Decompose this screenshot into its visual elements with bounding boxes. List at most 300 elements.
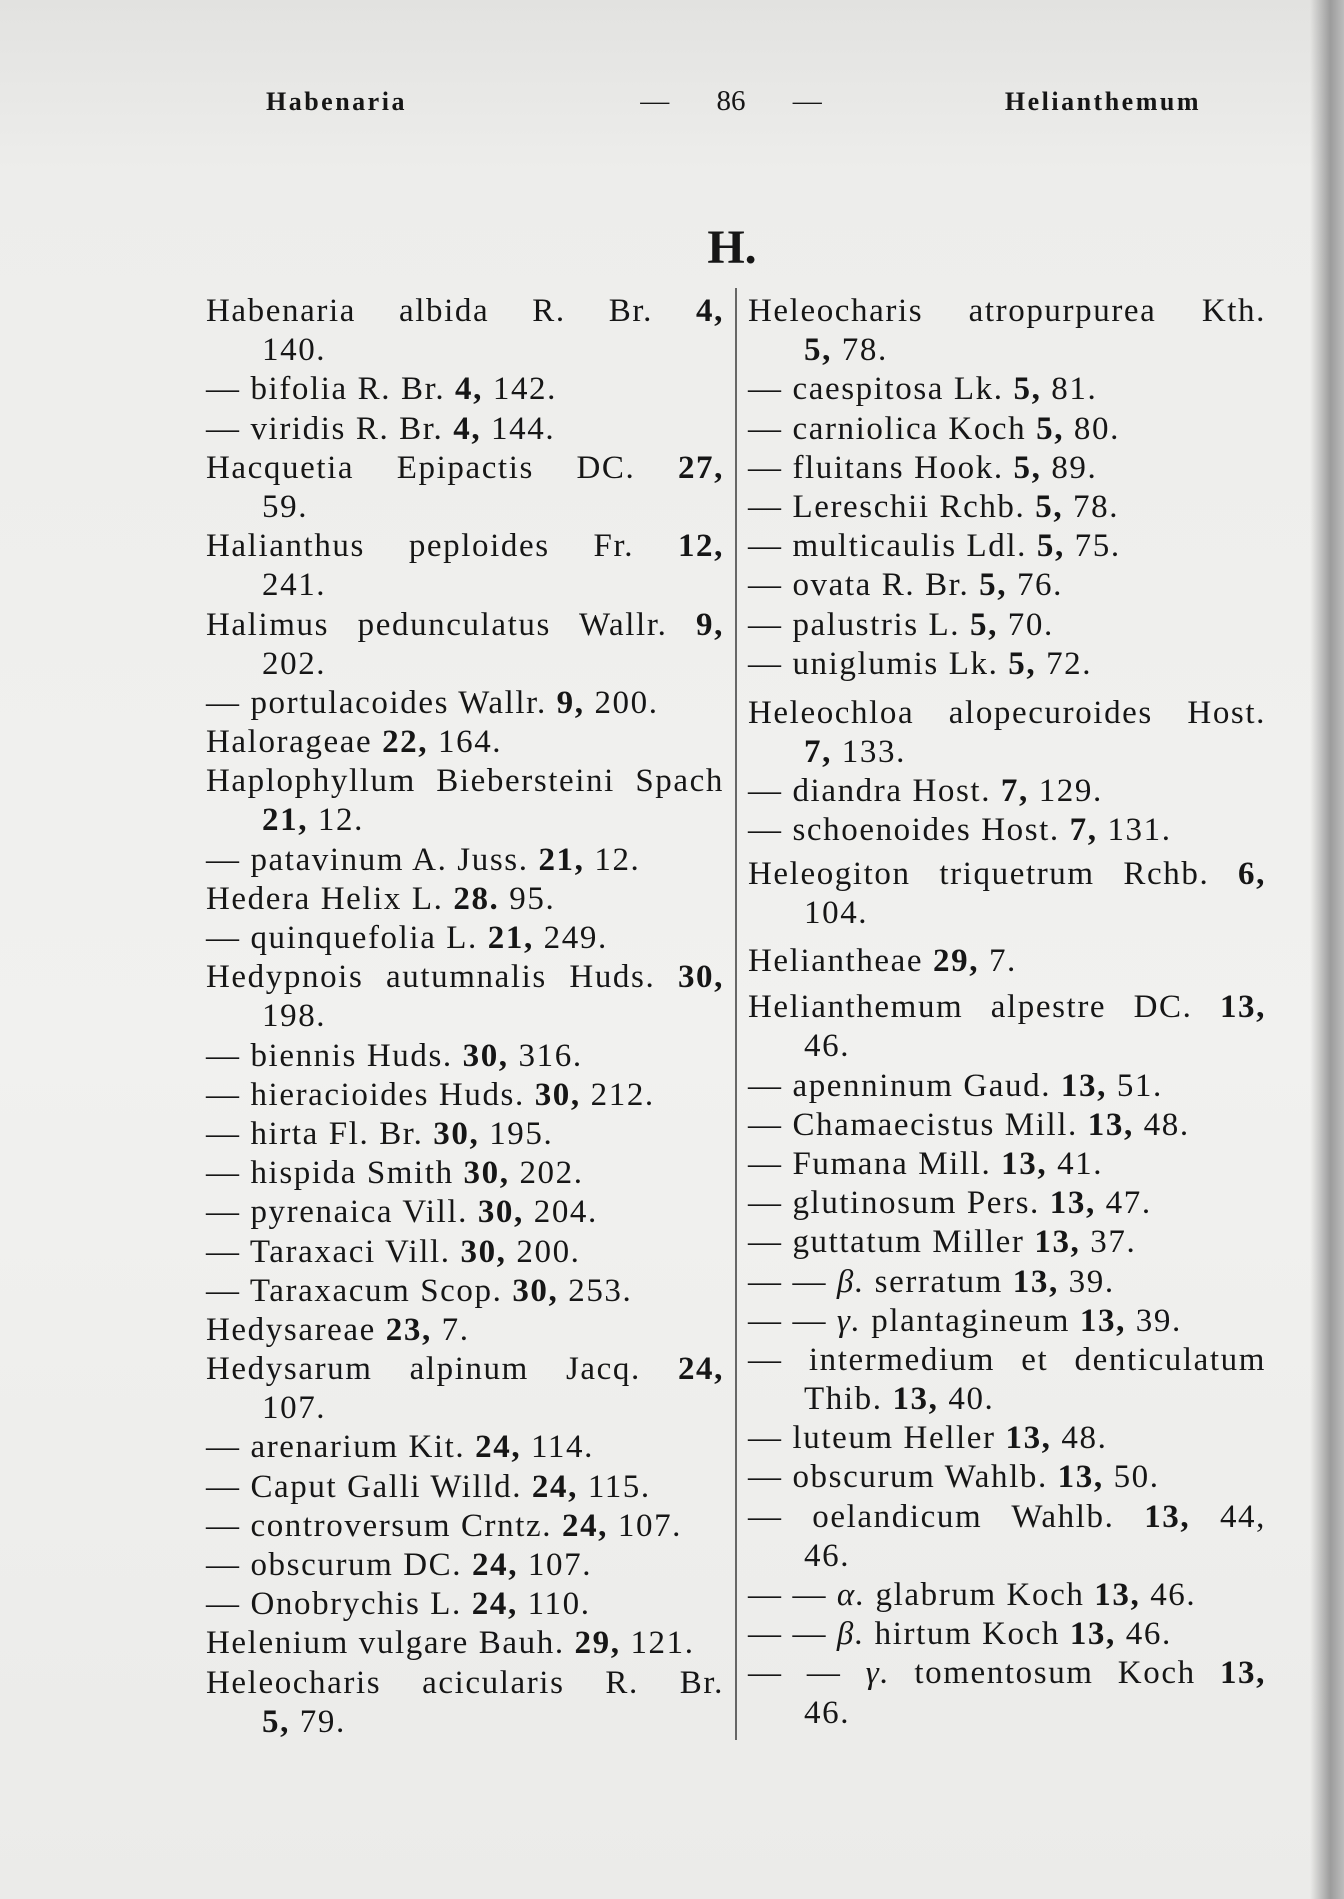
- entry-text: — hirta Fl. Br.: [206, 1115, 434, 1152]
- entry-line: [748, 1184, 1266, 1223]
- volume-number: 13,: [1094, 1577, 1141, 1613]
- entry-text: 110.: [517, 1586, 591, 1623]
- entry-text: — apenninum Gaud.: [748, 1067, 1061, 1104]
- entry-text: — Chamaecistus Mill.: [748, 1106, 1088, 1143]
- index-entry: [748, 1067, 1266, 1106]
- index-entry: [748, 488, 1266, 527]
- entry-line: [206, 1507, 724, 1546]
- entry-text: 70.: [997, 606, 1054, 643]
- index-entry: [748, 449, 1266, 488]
- variety-marker: γ.: [836, 1302, 862, 1339]
- entry-continuation-line: [206, 801, 724, 840]
- entry-text: 75.: [1064, 528, 1121, 565]
- entry-text: — arenarium Kit.: [206, 1429, 476, 1466]
- volume-number: 23,: [385, 1311, 432, 1348]
- entry-text: — schoenoides Host.: [748, 812, 1070, 849]
- volume-number: 5,: [1013, 371, 1042, 408]
- entry-line: [748, 988, 1266, 1027]
- volume-number: 13,: [1005, 1420, 1052, 1457]
- volume-number: 21,: [538, 841, 585, 878]
- entry-text: 107.: [608, 1507, 683, 1544]
- volume-number: 12,: [677, 528, 724, 565]
- entry-text: Heleochloa alopecuroides Host.: [748, 694, 1266, 731]
- index-entry: [748, 370, 1266, 409]
- index-entry: [206, 1585, 724, 1624]
- volume-number: 5,: [1013, 449, 1042, 486]
- index-entry: [748, 811, 1266, 850]
- volume-number: 13,: [1069, 1616, 1116, 1653]
- index-entry: [748, 1223, 1266, 1262]
- index-entry: [748, 942, 1266, 981]
- entry-line: [206, 762, 724, 801]
- entry-line: [748, 811, 1266, 850]
- entry-line: [748, 694, 1266, 733]
- entry-text: — glutinosum Pers.: [748, 1185, 1050, 1222]
- entry-text: 7.: [979, 943, 1017, 979]
- entry-text: — carniolica Koch: [748, 410, 1037, 447]
- entry-text: 79.: [289, 1703, 346, 1740]
- entry-line: [206, 958, 724, 997]
- volume-number: 5,: [804, 332, 832, 369]
- entry-text: 72.: [1036, 645, 1093, 682]
- entry-text: — caespitosa Lk.: [748, 371, 1014, 408]
- entry-line: [748, 1223, 1266, 1262]
- entry-line: [748, 942, 1266, 981]
- variety-marker: β.: [836, 1263, 865, 1300]
- entry-line: [748, 1615, 1266, 1654]
- volume-number: 5,: [262, 1703, 290, 1740]
- volume-number: 29,: [574, 1625, 621, 1662]
- entry-line: [206, 1272, 724, 1311]
- index-entry: [748, 1576, 1266, 1615]
- entry-line: [748, 1263, 1266, 1302]
- entry-text: — fluitans Hook.: [748, 449, 1014, 486]
- entry-text: 39.: [1125, 1302, 1182, 1339]
- entry-line: [748, 1419, 1266, 1458]
- entry-text: — biennis Huds.: [206, 1037, 463, 1074]
- volume-number: 30,: [460, 1233, 507, 1270]
- index-column-left: [206, 292, 724, 1742]
- index-entry: [206, 919, 724, 958]
- index-entry: [748, 645, 1266, 684]
- entry-text: Heliantheae: [748, 943, 934, 979]
- volume-number: 13,: [1087, 1106, 1134, 1143]
- entry-text: 51.: [1106, 1067, 1163, 1104]
- volume-number: 30,: [462, 1037, 509, 1074]
- index-entry: [206, 527, 724, 605]
- variety-marker: γ.: [865, 1655, 891, 1692]
- entry-line: [748, 1654, 1266, 1693]
- entry-text: 202.: [509, 1155, 584, 1192]
- volume-number: 21,: [487, 920, 534, 956]
- index-entry: [206, 1193, 724, 1232]
- index-entry: [748, 410, 1266, 449]
- entry-text: 202.: [262, 645, 327, 682]
- entry-text: 46.: [804, 1028, 851, 1065]
- volume-number: 30,: [512, 1272, 559, 1309]
- entry-text: 142.: [483, 371, 557, 408]
- entry-continuation-line: [206, 997, 724, 1036]
- index-entry: [206, 723, 724, 762]
- volume-number: 7,: [1069, 812, 1098, 849]
- entry-text: tomentosum Koch: [890, 1655, 1220, 1692]
- entry-text: 241.: [262, 567, 327, 604]
- entry-text: Heleocharis acicularis R. Br.: [206, 1664, 724, 1701]
- entry-line: [206, 841, 724, 880]
- entry-text: 316.: [508, 1037, 583, 1074]
- entry-text: 195.: [479, 1115, 554, 1152]
- entry-line: [206, 1624, 724, 1663]
- entry-text: — —: [748, 1577, 837, 1613]
- entry-text: 140.: [262, 332, 327, 369]
- entry-text: 47.: [1095, 1185, 1152, 1222]
- entry-text: 104.: [804, 894, 869, 931]
- index-entry: [206, 410, 724, 449]
- volume-number: 5,: [1008, 645, 1037, 682]
- volume-number: 13,: [1144, 1498, 1191, 1535]
- entry-text: Hedysareae: [206, 1311, 386, 1348]
- index-entry: [206, 684, 724, 723]
- volume-number: 13,: [1034, 1224, 1081, 1261]
- entry-text: 198.: [262, 998, 327, 1035]
- index-entry: [206, 1154, 724, 1193]
- entry-line: [206, 1350, 724, 1389]
- column-divider: [735, 288, 737, 1740]
- running-head-right: Helianthemum: [1004, 87, 1201, 116]
- entry-line: [206, 292, 724, 331]
- entry-text: 37.: [1080, 1224, 1137, 1261]
- entry-text: — bifolia R. Br.: [206, 371, 456, 408]
- entry-text: Hedera Helix L.: [206, 880, 454, 917]
- index-entry: [206, 1664, 724, 1742]
- volume-number: 9,: [696, 606, 724, 643]
- entry-line: [748, 1458, 1266, 1497]
- entry-line: [206, 1664, 724, 1703]
- volume-number: 13,: [1012, 1263, 1059, 1300]
- entry-text: 204.: [523, 1194, 598, 1231]
- entry-line: [748, 449, 1266, 488]
- entry-text: 200.: [584, 684, 659, 721]
- entry-text: 95.: [499, 880, 556, 917]
- index-entry: [206, 958, 724, 1036]
- entry-text: 80.: [1064, 410, 1120, 447]
- entry-text: — portulacoides Wallr.: [206, 684, 557, 721]
- entry-continuation-line: [748, 1380, 1266, 1419]
- entry-text: plantagineum: [861, 1302, 1080, 1339]
- index-entry: [748, 292, 1266, 370]
- index-entry: [748, 1106, 1266, 1145]
- entry-text: — viridis R. Br.: [206, 410, 454, 447]
- index-entry: [206, 841, 724, 880]
- index-entry: [206, 1076, 724, 1115]
- entry-text: serratum: [864, 1263, 1013, 1300]
- volume-number: 5,: [1036, 528, 1065, 565]
- volume-number: 5,: [979, 567, 1008, 604]
- entry-text: Heleocharis atropurpurea Kth.: [748, 293, 1266, 329]
- volume-number: 13,: [1219, 1655, 1266, 1692]
- index-entry: [206, 1507, 724, 1546]
- entry-line: [206, 1585, 724, 1624]
- entry-line: [748, 1145, 1266, 1184]
- entry-text: Hacquetia Epipactis DC.: [206, 449, 678, 486]
- volume-number: 30,: [433, 1115, 480, 1152]
- entry-text: 78.: [1063, 488, 1120, 525]
- index-entry: [748, 988, 1266, 1066]
- entry-line: [748, 1498, 1266, 1537]
- entry-text: 121.: [620, 1625, 695, 1662]
- volume-number: 21,: [262, 802, 309, 839]
- entry-text: 133.: [831, 734, 906, 771]
- index-entry: [748, 1419, 1266, 1458]
- volume-number: 30,: [534, 1076, 581, 1113]
- volume-number: 13,: [1057, 1459, 1104, 1496]
- entry-line: [748, 488, 1266, 527]
- index-entry: [748, 1654, 1266, 1732]
- entry-line: [748, 606, 1266, 645]
- entry-text: 12.: [584, 841, 641, 878]
- index-entry: [206, 449, 724, 527]
- volume-number: 24,: [472, 1547, 519, 1583]
- index-entry: [206, 880, 724, 919]
- entry-line: [206, 684, 724, 723]
- index-entry: [748, 1263, 1266, 1302]
- entry-line: [748, 1302, 1266, 1341]
- entry-line: [206, 1233, 724, 1272]
- entry-text: 249.: [533, 920, 608, 956]
- entry-continuation-line: [748, 1027, 1266, 1066]
- entry-text: 212.: [580, 1076, 655, 1113]
- index-entry: [206, 1468, 724, 1507]
- volume-number: 7,: [1000, 773, 1029, 810]
- index-entry: [748, 1615, 1266, 1654]
- index-column-right: [748, 292, 1266, 1733]
- variety-marker: β.: [836, 1616, 865, 1653]
- running-head-left: Habenaria: [266, 87, 407, 116]
- entry-text: 46.: [1140, 1577, 1197, 1613]
- entry-line: [748, 1067, 1266, 1106]
- entry-line: [206, 1311, 724, 1350]
- entry-line: [748, 410, 1266, 449]
- entry-continuation-line: [206, 331, 724, 370]
- entry-line: [206, 919, 724, 958]
- index-entry: [748, 855, 1266, 933]
- entry-text: — Caput Galli Willd.: [206, 1468, 532, 1505]
- entry-text: — obscurum Wahlb.: [748, 1459, 1058, 1496]
- volume-number: 7,: [804, 734, 832, 771]
- index-entry: [206, 1037, 724, 1076]
- volume-number: 24,: [677, 1351, 724, 1388]
- entry-continuation-line: [206, 1703, 724, 1742]
- entry-line: [206, 1154, 724, 1193]
- index-entry: [206, 292, 724, 370]
- page-edge-shadow: [1310, 0, 1344, 1899]
- entry-text: — uniglumis Lk.: [748, 645, 1009, 682]
- index-entry: [206, 606, 724, 684]
- entry-text: — diandra Host.: [748, 773, 1001, 810]
- entry-text: 200.: [506, 1233, 581, 1270]
- entry-text: hirtum Koch: [864, 1616, 1070, 1653]
- index-entry: [748, 1145, 1266, 1184]
- entry-text: — controversum Crntz.: [206, 1507, 562, 1544]
- volume-number: 13,: [892, 1381, 939, 1418]
- entry-text: Habenaria albida R. Br.: [206, 293, 697, 329]
- volume-number: 4,: [455, 371, 483, 408]
- entry-text: — quinquefolia L.: [206, 920, 488, 956]
- entry-text: — palustris L.: [748, 606, 970, 643]
- volume-number: 24,: [471, 1586, 518, 1623]
- entry-text: 253.: [558, 1272, 633, 1309]
- entry-text: — obscurum DC.: [206, 1547, 472, 1583]
- entry-text: 50.: [1103, 1459, 1160, 1496]
- entry-line: [206, 606, 724, 645]
- index-entry: [206, 1350, 724, 1428]
- volume-number: 30,: [677, 959, 724, 996]
- entry-text: Helianthemum alpestre DC.: [748, 989, 1220, 1026]
- entry-line: [206, 723, 724, 762]
- entry-text: — hispida Smith: [206, 1155, 464, 1192]
- entry-text: 107.: [262, 1390, 327, 1427]
- entry-text: — guttatum Miller: [748, 1224, 1035, 1261]
- entry-text: glabrum Koch: [865, 1577, 1095, 1613]
- volume-number: 27,: [677, 449, 724, 486]
- entry-line: [748, 1576, 1266, 1615]
- entry-text: Haplophyllum Biebersteini Spach: [206, 763, 724, 800]
- entry-text: 46.: [804, 1694, 851, 1731]
- entry-text: — Lereschii Rchb.: [748, 488, 1036, 525]
- entry-text: — —: [748, 1655, 866, 1692]
- variety-marker: α.: [836, 1577, 866, 1613]
- entry-continuation-line: [206, 1389, 724, 1428]
- entry-text: 59.: [262, 488, 309, 525]
- index-entry: [206, 1115, 724, 1154]
- entry-line: [206, 1468, 724, 1507]
- entry-text: 12.: [308, 802, 364, 839]
- volume-number: 5,: [969, 606, 998, 643]
- entry-text: — hieracioides Huds.: [206, 1076, 535, 1113]
- index-entry: [748, 527, 1266, 566]
- entry-text: — pyrenaica Vill.: [206, 1194, 478, 1231]
- entry-line: [206, 449, 724, 488]
- entry-text: — Taraxacum Scop.: [206, 1272, 513, 1309]
- index-entry: [206, 762, 724, 840]
- volume-number: 28.: [453, 880, 500, 917]
- volume-number: 5,: [1035, 488, 1064, 525]
- entry-text: 39.: [1058, 1263, 1115, 1300]
- index-entry: [748, 1184, 1266, 1223]
- entry-line: [206, 370, 724, 409]
- entry-text: 114.: [521, 1429, 594, 1466]
- entry-text: 41.: [1047, 1145, 1104, 1182]
- entry-text: Halianthus peploides Fr.: [206, 528, 678, 565]
- index-entry: [206, 1233, 724, 1272]
- index-entry: [748, 1341, 1266, 1419]
- entry-text: — —: [748, 1263, 837, 1300]
- volume-number: 13,: [1219, 989, 1266, 1026]
- entry-text: Halorageae: [206, 724, 383, 761]
- volume-number: 5,: [1036, 410, 1065, 447]
- entry-text: — patavinum A. Juss.: [206, 841, 539, 878]
- entry-continuation-line: [748, 733, 1266, 772]
- index-entry: [206, 1546, 724, 1585]
- entry-text: 81.: [1041, 371, 1098, 408]
- entry-text: Thib.: [804, 1381, 893, 1418]
- entry-text: — Taraxaci Vill.: [206, 1233, 461, 1270]
- index-entry: [748, 606, 1266, 645]
- volume-number: 4,: [453, 410, 482, 447]
- entry-text: — ovata R. Br.: [748, 567, 980, 604]
- volume-number: 24,: [561, 1507, 609, 1544]
- entry-text: 40.: [938, 1381, 995, 1418]
- volume-number: 30,: [463, 1155, 510, 1192]
- index-entry: [748, 566, 1266, 605]
- section-letter: H.: [707, 221, 757, 274]
- entry-continuation-line: [206, 645, 724, 684]
- index-entry: [206, 1272, 724, 1311]
- entry-text: 129.: [1028, 773, 1103, 810]
- volume-number: 13,: [1079, 1302, 1126, 1339]
- entry-line: [206, 1115, 724, 1154]
- index-entry: [206, 1624, 724, 1663]
- index-entry: [748, 1498, 1266, 1576]
- entry-text: 89.: [1041, 449, 1098, 486]
- entry-text: 76.: [1007, 567, 1064, 604]
- entry-line: [748, 645, 1266, 684]
- entry-text: — —: [748, 1302, 837, 1339]
- entry-line: [748, 566, 1266, 605]
- entry-text: 48.: [1051, 1420, 1108, 1457]
- entry-continuation-line: [748, 331, 1266, 370]
- entry-line: [748, 527, 1266, 566]
- index-entry: [748, 694, 1266, 772]
- entry-line: [748, 1106, 1266, 1145]
- entry-line: [206, 1037, 724, 1076]
- index-entry: [206, 1428, 724, 1467]
- entry-text: 48.: [1133, 1106, 1190, 1143]
- entry-continuation-line: [748, 1694, 1266, 1733]
- index-entry: [748, 772, 1266, 811]
- entry-line: [748, 1341, 1266, 1380]
- entry-text: 164.: [428, 724, 503, 761]
- entry-line: [206, 1428, 724, 1467]
- entry-line: [206, 1193, 724, 1232]
- entry-text: 131.: [1097, 812, 1172, 849]
- entry-text: Hedypnois autumnalis Huds.: [206, 959, 678, 996]
- entry-line: [748, 855, 1266, 894]
- entry-text: — Fumana Mill.: [748, 1145, 1002, 1182]
- entry-line: [748, 370, 1266, 409]
- entry-line: [206, 410, 724, 449]
- page-number: — 86 —: [640, 85, 822, 117]
- entry-text: 44,: [1190, 1498, 1267, 1535]
- volume-number: 9,: [556, 684, 585, 721]
- volume-number: 6,: [1238, 855, 1266, 892]
- entry-text: Helenium vulgare Bauh.: [206, 1625, 575, 1662]
- entry-continuation-line: [748, 894, 1266, 933]
- index-entry: [748, 1458, 1266, 1497]
- entry-continuation-line: [206, 566, 724, 605]
- entry-text: Halimus pedunculatus Wallr.: [206, 606, 697, 643]
- index-entry: [206, 370, 724, 409]
- index-entry: [206, 1311, 724, 1350]
- entry-text: 115.: [577, 1468, 651, 1505]
- volume-number: 30,: [477, 1194, 524, 1231]
- volume-number: 13,: [1060, 1067, 1107, 1104]
- entry-text: — luteum Heller: [748, 1420, 1006, 1457]
- volume-number: 29,: [933, 943, 980, 979]
- entry-text: — intermedium et denticulatum: [748, 1341, 1266, 1378]
- volume-number: 24,: [531, 1468, 578, 1505]
- entry-line: [206, 1546, 724, 1585]
